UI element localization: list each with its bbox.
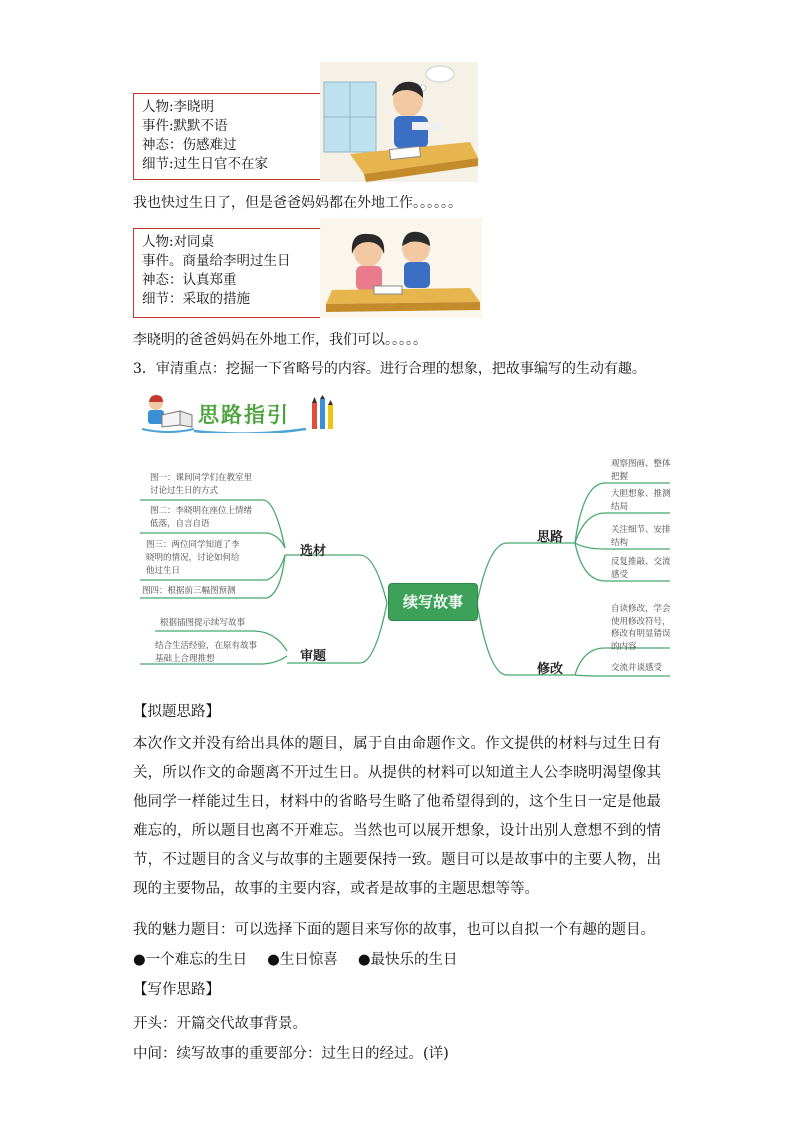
title-option: ●一个难忘的生日 [133, 952, 248, 968]
leaf-shenti: 根据插图提示续写故事 [160, 618, 246, 628]
card-2-line: 事件。商量给李明过生日 [142, 253, 291, 269]
reading-kid-icon [140, 393, 196, 435]
illustration-two-classmates [320, 218, 482, 318]
heading-writing-ideas: 【写作思路】 [133, 982, 220, 998]
branch-silu: 思路 [537, 530, 564, 545]
paragraph-title-ideas: 本次作文并没有给出具体的题目，属于自由命题作文。作文提供的材料与过生日有关，所以作文的命题离不开过生日。从提供的材料可以知道主人公李晓明渴望像其他同学一样能过生日，材料中的省略号生略了他希望得到的，这个生日一定是他最难忘的，所以题目也离不开难忘。当然也可以展开想象，设计出别人意想不到的情节，不过题目的含义与故事的主题要保持一致。题目可以是故事中的主要人物，出现的主要物品，故事的主要内容，或者是故事的主题思想等等。 [133, 736, 661, 897]
banner-title: 思路指引 [198, 403, 290, 427]
leaf-xiugai: 交流并谈感受 [611, 663, 663, 673]
pencils-icon [310, 395, 336, 431]
writing-opening: 开头：开篇交代故事背景。 [133, 1016, 307, 1032]
branch-xuancai: 选材 [300, 544, 327, 559]
leaf-shenti: 结合生活经验，在原有故事基础上合理推想 [155, 641, 258, 664]
title-option: ●最快乐的生日 [357, 952, 458, 968]
card-2-line: 人物:对同桌 [142, 234, 215, 250]
card-1-line: 事件:默默不语 [142, 118, 228, 134]
character-card-1 [133, 93, 322, 180]
leaf-silu: 关注细节、安排结构 [611, 525, 671, 548]
branch-xiugai: 修改 [537, 662, 564, 677]
caption-1: 我也快过生日了，但是爸爸妈妈都在外地工作。。。。。。 [133, 195, 462, 211]
leaf-xuancai: 图一：课间同学们在教室里讨论过生日的方式 [150, 473, 253, 496]
card-1-line: 细节:过生日官不在家 [142, 156, 269, 172]
card-1-line: 神态：伤感难过 [142, 137, 237, 153]
branch-shenti: 审题 [300, 649, 327, 664]
charm-title-line: 我的魅力题目：可以选择下面的题目来写你的故事，也可以自拟一个有趣的题目。 [133, 922, 655, 938]
illustration-boy-at-desk [320, 62, 478, 182]
leaf-xuancai: 图二：李晓明在座位上情绪低落，自言自语 [150, 506, 253, 529]
leaf-silu: 大胆想象、推测结局 [611, 489, 671, 512]
card-2-line: 细节：采取的措施 [142, 291, 250, 307]
step-3: 3．审清重点：挖掘一下省略号的内容。进行合理的想象，把故事编写的生动有趣。 [133, 361, 646, 377]
leaf-xiugai: 自读修改，学会使用修改符号，修改有明显错误的内容 [611, 604, 671, 652]
mindmap-center-node: 续写故事 [388, 583, 478, 621]
title-option: ●生日惊喜 [267, 952, 338, 968]
card-1-line: 人物:李晓明 [142, 99, 215, 115]
leaf-xuancai: 图四：根据前三幅图预测 [142, 586, 236, 596]
writing-middle: 中间：续写故事的重要部分：过生日的经过。(详) [133, 1046, 449, 1062]
heading-title-ideas: 【拟题思路】 [133, 704, 220, 720]
banner-siluzhiyin [140, 393, 340, 435]
leaf-xuancai: 图三：两位同学知道了李晓明的情况，讨论如何给他过生日 [146, 540, 240, 576]
title-options [133, 946, 457, 975]
caption-2: 李晓明的爸爸妈妈在外地工作，我们可以。。。。。 [133, 332, 427, 348]
leaf-silu: 观察图画、整体把握 [611, 459, 671, 482]
leaf-silu: 反复推敲、交流感受 [611, 557, 671, 580]
card-2-line: 神态：认真郑重 [142, 272, 237, 288]
character-card-2 [133, 228, 322, 318]
